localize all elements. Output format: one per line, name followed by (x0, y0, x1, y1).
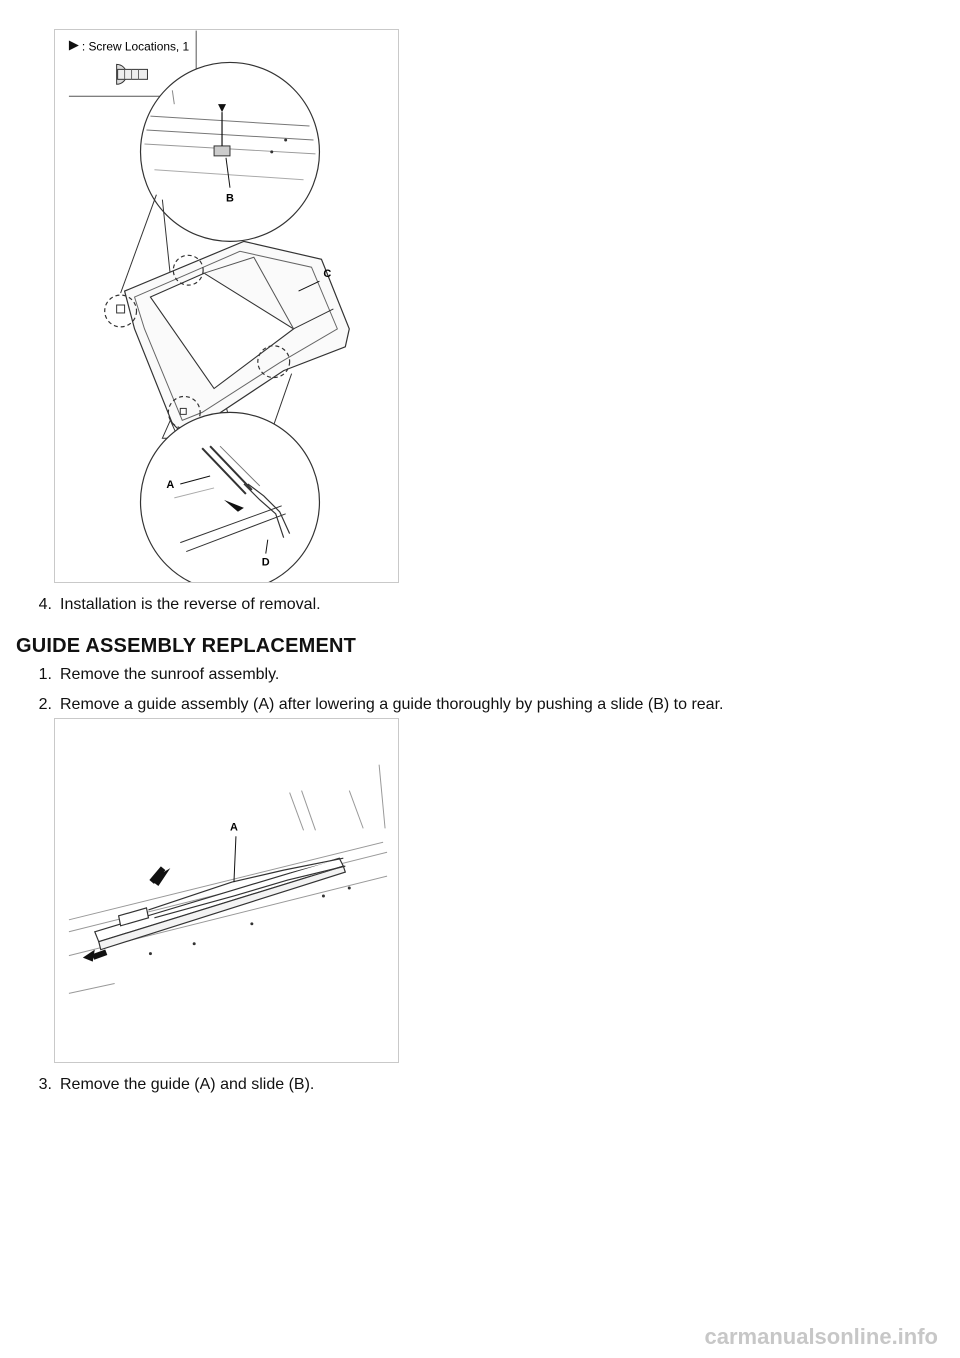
watermark: carmanualsonline.info (704, 1324, 938, 1349)
sunroof-frame (125, 241, 350, 438)
callout-b: B (226, 192, 234, 205)
step-4 (22, 595, 321, 615)
sunroof-screw-locations-figure (54, 29, 399, 583)
callout-c: C (323, 268, 332, 281)
step-text: Installation is the reverse of removal. (60, 596, 321, 613)
callout-a: A (166, 478, 175, 491)
section-heading: GUIDE ASSEMBLY REPLACEMENT (16, 635, 357, 657)
step-3 (22, 1075, 314, 1095)
step-number: 2. (38, 696, 52, 713)
step-text: Remove a guide assembly (A) after lowering a guide thoroughly by pushing a slide (B) to rear. (60, 696, 724, 713)
screw-marker-icon (69, 41, 79, 51)
step-1 (22, 665, 279, 685)
roof-panel-lines (69, 765, 387, 994)
screw-icon (117, 64, 148, 84)
legend-text: : Screw Locations, 1 (81, 39, 190, 54)
step-text: Remove the sunroof assembly. (60, 666, 280, 683)
callout-d: D (261, 556, 270, 569)
guide-diagram (55, 719, 398, 1062)
callout-a: A (229, 821, 238, 834)
detail-circle-bottom (141, 412, 320, 582)
guide-assembly-figure (54, 718, 399, 1063)
step-number: 4. (38, 596, 52, 613)
step-number: 1. (38, 666, 52, 683)
step-2 (22, 695, 723, 715)
step-text: Remove the guide (A) and slide (B). (60, 1076, 315, 1093)
detail-circle-top (141, 62, 320, 241)
step-number: 3. (38, 1076, 52, 1093)
sunroof-diagram (55, 30, 398, 582)
